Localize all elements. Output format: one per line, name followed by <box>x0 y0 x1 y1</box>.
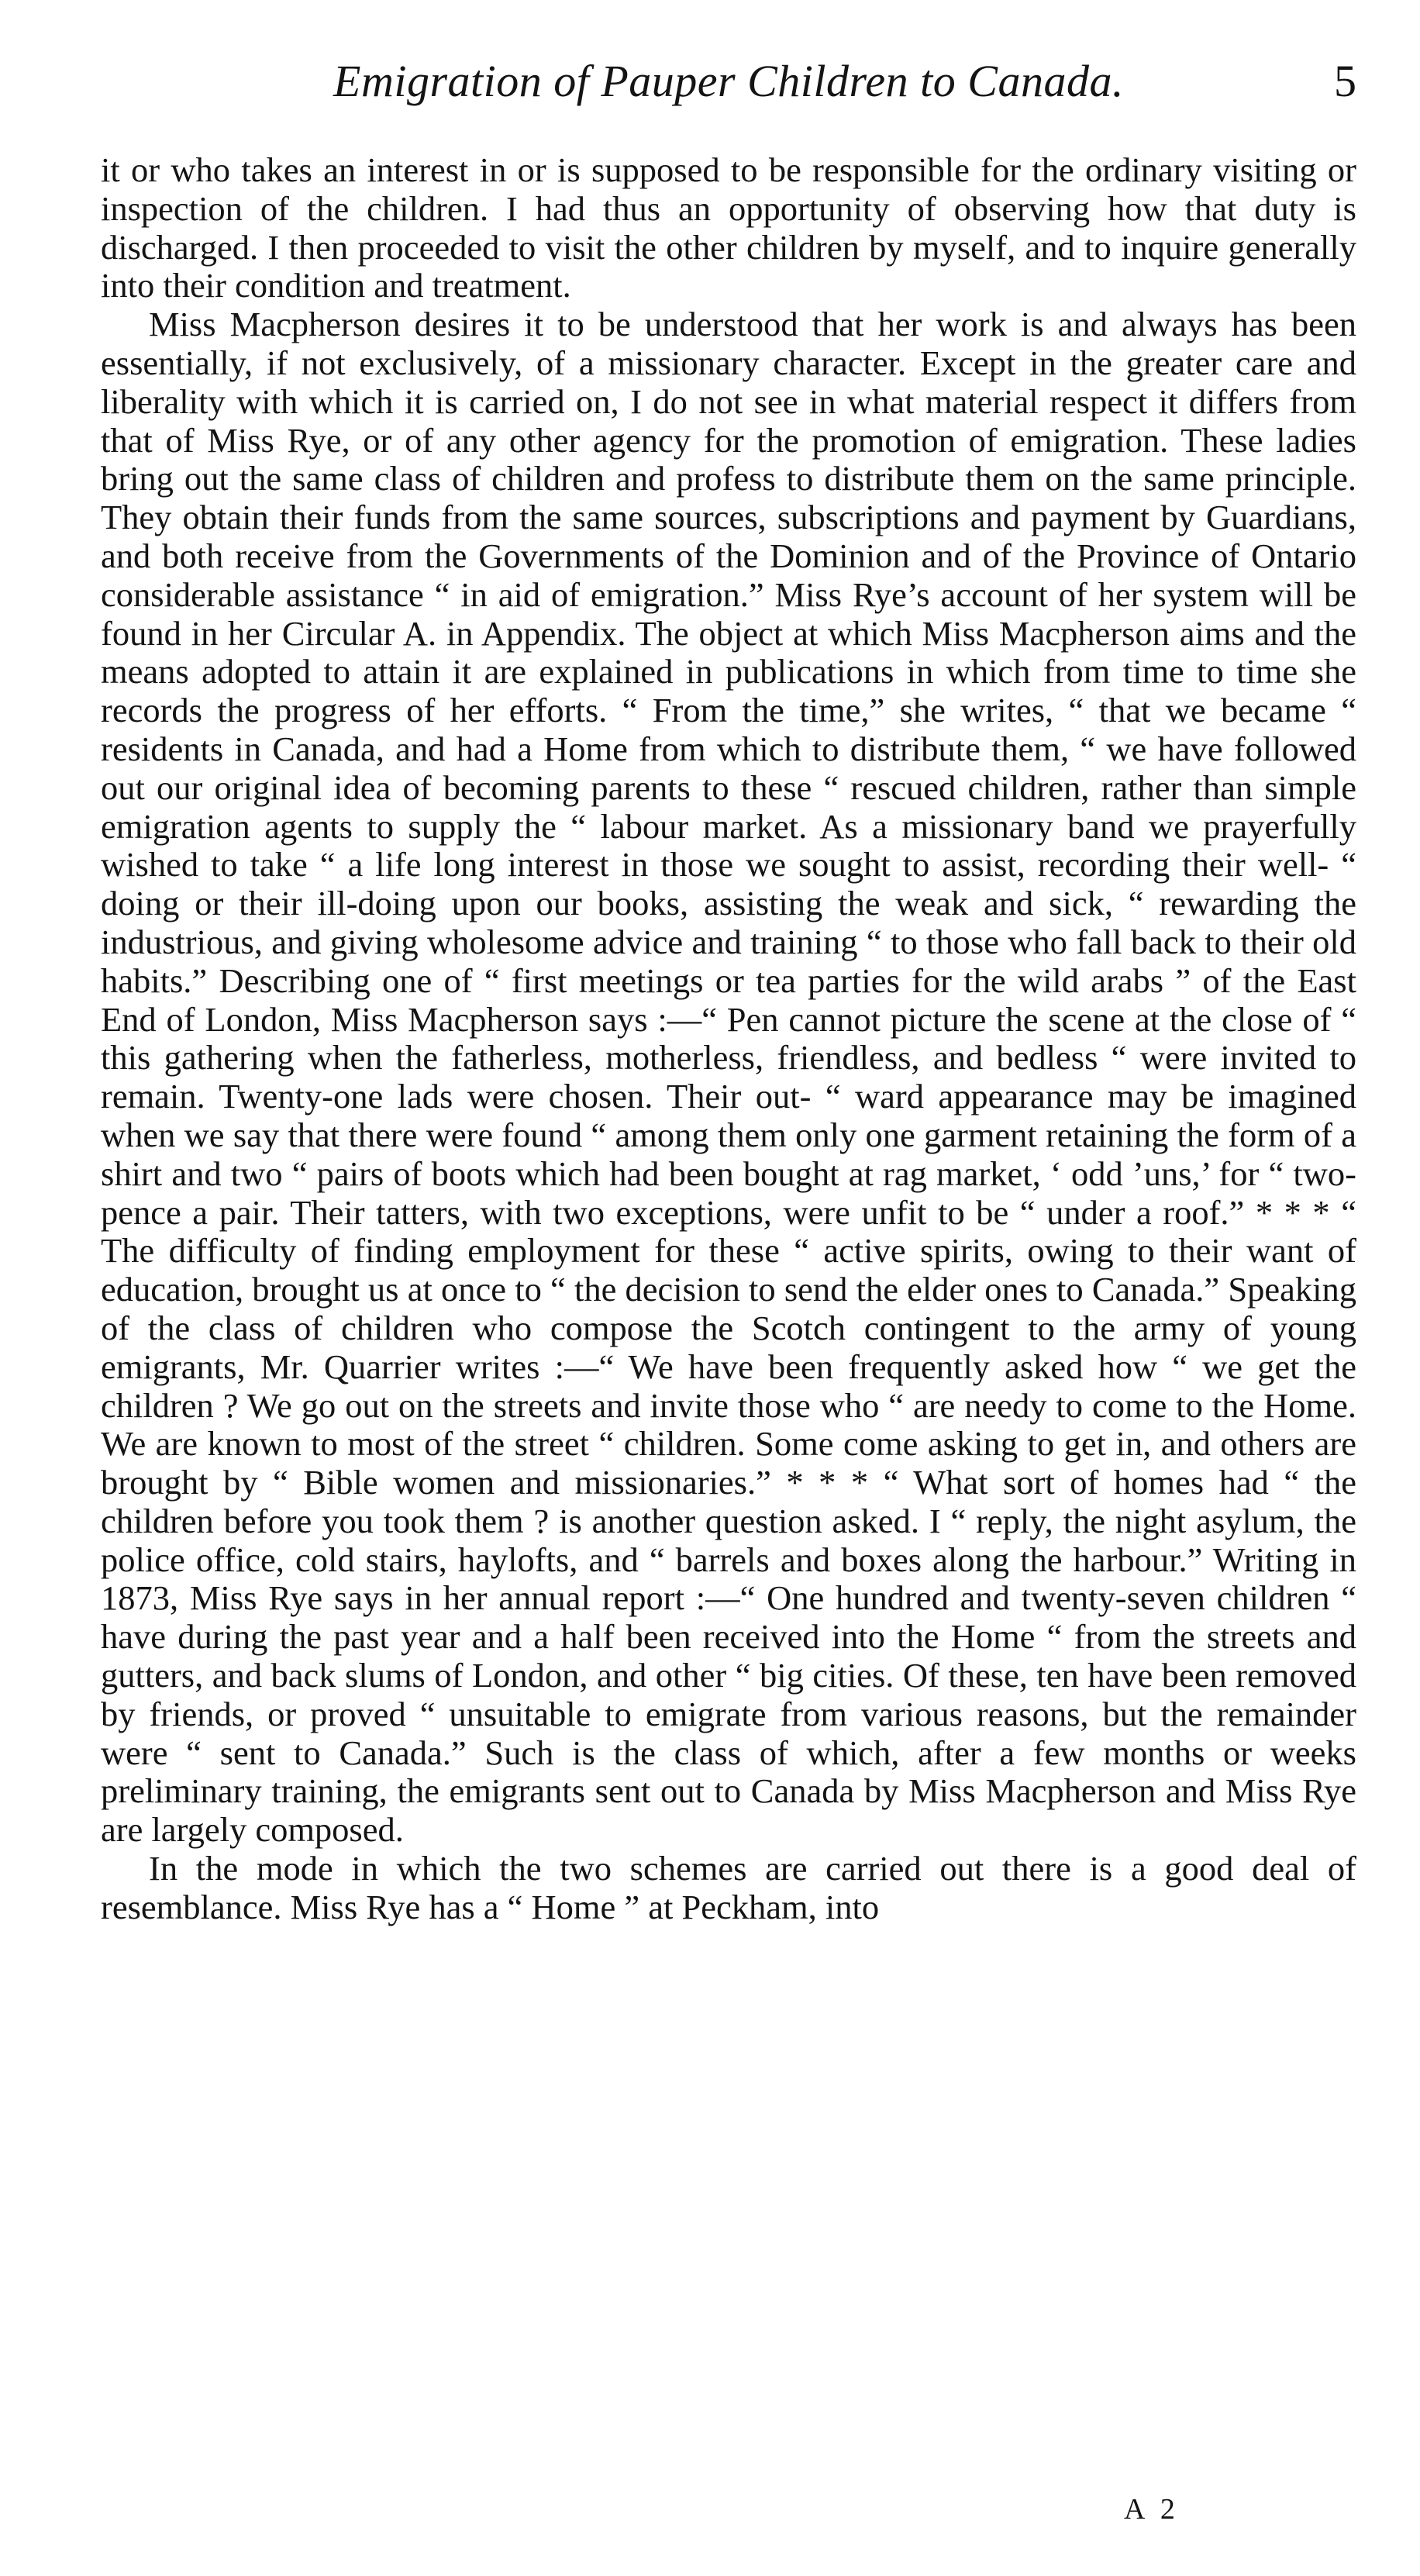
page-number: 5 <box>1334 56 1356 106</box>
signature-mark: A 2 <box>1124 2493 1180 2526</box>
body-text <box>101 151 1356 1927</box>
paragraph-continued: it or who takes an interest in or is supposed to be responsible for the ordinary visiting or inspection of the children. I had thus an opportunity of observing how that duty is discharged. I then proceeded to visit the other children by myself, and to inquire generally into their condition and treatment. <box>101 150 1356 305</box>
running-title: Emigration of Pauper Children to Canada. <box>333 56 1124 106</box>
page-header <box>101 47 1356 116</box>
paragraph-mode: In the mode in which the two schemes are carried out there is a good deal of resemblance. Miss Rye has a “ Home ” at Peckham, into <box>101 1849 1356 1926</box>
paragraph-macpherson: Miss Macpherson desires it to be understood that her work is and always has been essentially, if not exclusively, of a missionary character. Except in the greater care and liberality with which it is carried on, I do not see in what material respect it differs from that of Miss Rye, or of any other agency for the promotion of emigration. These ladies bring out the same class of children and profess to distribute them on the same principle. They obtain their funds from the same sources, subscriptions and payment by Guardians, and both receive from the Governments of the Dominion and of the Province of Ontario considerable assistance “ in aid of emigration.” Miss Rye’s account of her system will be found in her Circular A. in Appendix. The object at which Miss Macpherson aims and the means adopted to attain it are explained in publications in which from time to time she records the progress of her efforts. “ From the time,” she writes, “ that we became “ residents in Canada, and had a Home from which to distribute them, “ we have followed out our original idea of becoming parents to these “ rescued children, rather than simple emigration agents to supply the “ labour market. As a missionary band we prayerfully wished to take “ a life long interest in those we sought to assist, recording their well- “ doing or their ill-doing upon our books, assisting the weak and sick, “ rewarding the industrious, and giving wholesome advice and training “ to those who fall back to their old habits.” Describing one of “ first meetings or tea parties for the wild arabs ” of the East End of London, Miss Macpherson says :—“ Pen cannot picture the scene at the close of “ this gathering when the fatherless, motherless, friendless, and bedless “ were invited to remain. Twenty-one lads were chosen. Their out- “ ward appearance may be imagined when we say that there were found “ among them only one garment retaining the form of a shirt and two “ pairs of boots which had been bought at rag market, ‘ odd ’uns,’ for “ two-pence a pair. Their tatters, with two exceptions, were unfit to be “ under a roof.” * * * “ The difficulty of finding employment for these “ active spirits, owing to their want of education, brought us at once to “ the decision to send the elder ones to Canada.” Speaking of the class of children who compose the Scotch contingent to the army of young emigrants, Mr. Quarrier writes :—“ We have been frequently asked how “ we get the children ? We go out on the streets and invite those who “ are needy to come to the Home. We are known to most of the street “ children. Some come asking to get in, and others are brought by “ Bible women and missionaries.” * * * “ What sort of homes had “ the children before you took them ? is another question asked. I “ reply, the night asylum, the police office, cold stairs, haylofts, and “ barrels and boxes along the harbour.” Writing in 1873, Miss Rye says in her annual report :—“ One hundred and twenty-seven children “ have during the past year and a half been received into the Home “ from the streets and gutters, and back slums of London, and other “ big cities. Of these, ten have been removed by friends, or proved “ unsuitable to emigrate from various reasons, but the remainder were “ sent to Canada.” Such is the class of which, after a few months or weeks preliminary training, the emigrants sent out to Canada by Miss Macpherson and Miss Rye are largely composed. <box>101 305 1356 1850</box>
